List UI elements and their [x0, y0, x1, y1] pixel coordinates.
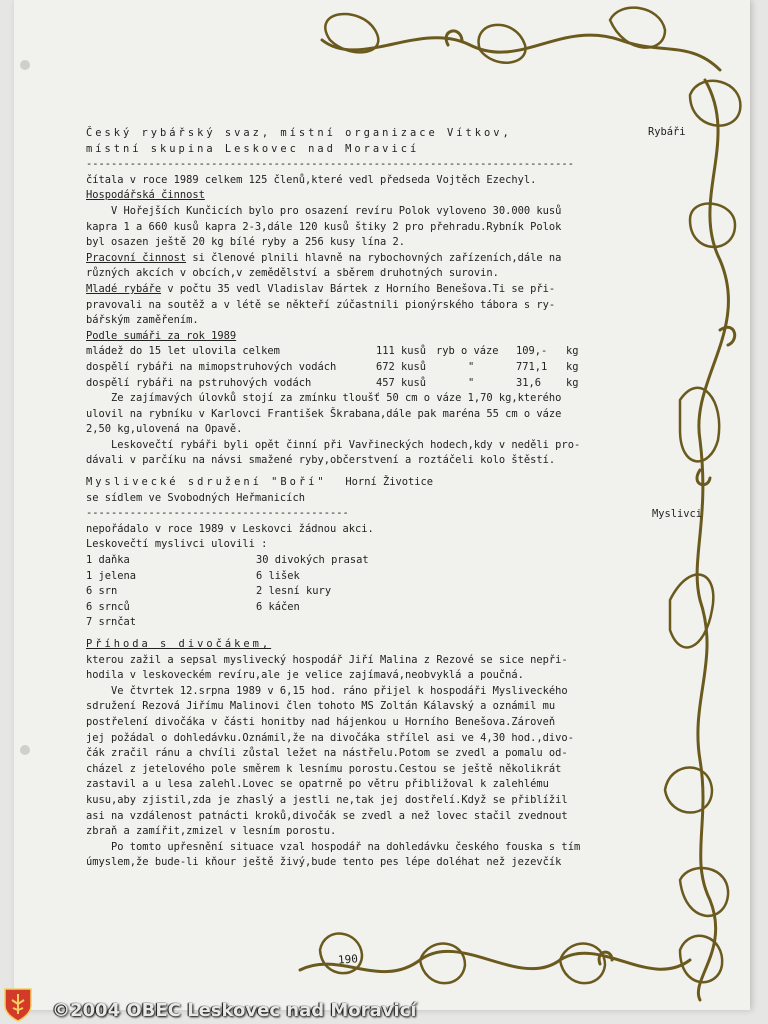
catch-unit: kg [566, 345, 579, 358]
hunters-heading-tail: Horní Životice [326, 476, 434, 489]
story-line: zastavil a u lesa zalehl.Lovec se opatrně po větru přibližoval k zalehlému [86, 778, 549, 791]
story-line: hodila v leskoveckém revíru,ale je velice zajímavá,neobvyklá a poučná. [86, 669, 524, 682]
catch-what: " [468, 376, 475, 389]
catch-weight: 109,- [516, 345, 548, 358]
activity-line: byl osazen ještě 20 kg bílé ryby a 256 kusy lína 2. [86, 236, 406, 249]
village-crest-icon [4, 988, 32, 1022]
story-line: úmyslem,že bude-li kňour ještě živý,bude tento pes lépe doléhat než jezevčík [86, 856, 562, 869]
catch-what: ryb o váze [436, 345, 499, 358]
side-label-hunters: Myslivci [652, 508, 703, 520]
story-line: Ve čtvrtek 12.srpna 1989 v 6,15 hod. ráno přijel k hospodáři Mysliveckého [86, 684, 568, 697]
catch-table-row [86, 376, 626, 392]
activity-line: V Hořejších Kunčicích bylo pro osazení revíru Polok vyloveno 30.000 kusů [86, 204, 562, 217]
catch-table-row [86, 360, 626, 376]
catch-weight: 31,6 [516, 376, 542, 389]
young-line: v počtu 35 vedl Vladislav Bártek z Horního Benešova.Ti se při- [161, 282, 556, 295]
catch-unit: kg [566, 376, 579, 389]
hunters-heading-2: se sídlem ve Svobodných Heřmanicích [86, 491, 305, 504]
game-left: 6 srn [86, 585, 118, 598]
heading-activity: Hospodářská činnost [86, 189, 205, 202]
header-line-1: Český rybářský svaz, místní organizace Vítkov, [86, 127, 512, 139]
catch-line: ulovil na rybníku v Karlovci František Škrabana,dále pak maréna 55 cm o váze [86, 407, 562, 420]
divider: ------------------------------------------------------------------------------ [86, 158, 574, 171]
heading-work: Pracovní činnost [86, 251, 187, 264]
game-left: 7 srnčat [86, 616, 137, 629]
game-right: 30 divokých prasat [256, 554, 369, 567]
story-line: čák zračil ránu a chvíli zůstal ležet na nástřelu.Potom se zvedl a pomalu od- [86, 747, 568, 760]
game-table-row [86, 569, 626, 585]
catch-who: mládež do 15 let ulovila celkem [86, 345, 280, 358]
copyright-text: ©2004 OBEC Leskovec nad Moravicí [52, 1000, 417, 1021]
story-line: jej požádal o dohledávku.Oznámil,že na divočáka střílel asi ve 4,30 hod.,divo- [86, 731, 574, 744]
heading-summary: Podle sumáři za rok 1989 [86, 329, 237, 342]
game-table-row [86, 584, 626, 600]
game-left: 1 daňka [86, 554, 130, 567]
document-text [86, 126, 626, 871]
game-table-row [86, 615, 626, 631]
catch-line: Ze zajímavých úlovků stojí za zmínku tloušť 50 cm o váze 1,70 kg,kterého [86, 392, 562, 405]
story-line: Po tomto upřesnění situace vzal hospodář na dohledávku českého fouska s tím [86, 840, 581, 853]
work-line: různých akcích v obcích,v zemědělství a sběrem druhotných surovin. [86, 267, 499, 280]
heading-young: Mladé rybáře [86, 282, 162, 295]
page-number: 190 [337, 952, 359, 967]
work-line: si členové plnili hlavně na rybochovných zařízeních,dále na [186, 251, 562, 264]
young-line: pravovali na soutěž a v létě se někteří zúčastnili pionýrského tábora s ry- [86, 298, 556, 311]
game-right: 6 káčen [256, 600, 300, 613]
catch-weight: 771,1 [516, 360, 548, 373]
story-line: sdružení Rezová Jiřímu Malinovi člen tohoto MS Zoltán Kálavský a oznámil mu [86, 700, 556, 713]
fest-line: dávali v parčíku na návsi smažené ryby,občerstvení a roztáčeli kolo štěstí. [86, 454, 556, 467]
story-line: zbraň a zamířit,zmizel v lesním porostu. [86, 825, 337, 838]
catch-count: 672 kusů [376, 360, 427, 373]
story-line: kusu,aby zjistil,zda je zhaslý a jestli ne,tak jej dostřelí.Když se přiblížil [86, 793, 568, 806]
young-line: bářským zaměřením. [86, 314, 199, 327]
catch-table-row [86, 344, 626, 360]
game-right: 6 lišek [256, 569, 300, 582]
side-label-fishers: Rybáři [648, 126, 686, 138]
divider: ------------------------------------------ [86, 507, 349, 520]
game-left: 1 jelena [86, 569, 137, 582]
story-heading: Příhoda s divočákem, [86, 638, 272, 650]
catch-count: 111 kusů [376, 345, 427, 358]
fishers-intro: čítala v roce 1989 celkem 125 členů,které vedl předseda Vojtěch Ezechyl. [86, 173, 537, 186]
story-line: asi na vzdálenost patnácti kroků,divočák se zvedl a než lovec stačil zvednout [86, 809, 568, 822]
fest-line: Leskovečtí rybáři byli opět činní při Vavřineckých hodech,kdy v neděli pro- [86, 438, 581, 451]
hunters-line: Leskovečtí myslivci ulovili : [86, 538, 268, 551]
hunters-heading: Myslivecké sdružení "Boří" [86, 476, 327, 489]
hunters-line: nepořádalo v roce 1989 v Leskovci žádnou akci. [86, 522, 374, 535]
catch-line: 2,50 kg,ulovená na Opavě. [86, 423, 243, 436]
catch-what: " [468, 360, 475, 373]
game-table-row [86, 553, 626, 569]
story-line: kterou zažil a sepsal myslivecký hospodář Jiří Malina z Rezové se sice nepři- [86, 653, 568, 666]
story-line: cházel z jetelového pole směrem k lesnímu porostu.Cestou se ještě několikrát [86, 762, 562, 775]
catch-who: dospělí rybáři na pstruhových vodách [86, 376, 312, 389]
story-line: postřelení divočáka v části honitby nad hájenkou u Horního Benešova.Zároveň [86, 715, 556, 728]
game-right [256, 615, 456, 631]
catch-who: dospělí rybáři na mimopstruhových vodách [86, 360, 337, 373]
catch-count: 457 kusů [376, 376, 427, 389]
game-left: 6 srnců [86, 600, 130, 613]
catch-unit: kg [566, 360, 579, 373]
activity-line: kapra 1 a 660 kusů kapra 2-3,dále 120 kusů štiky 2 pro přehradu.Rybník Polok [86, 220, 562, 233]
footer-bar [0, 998, 768, 1024]
header-line-2: místní skupina Leskovec nad Moravicí [86, 142, 420, 155]
game-table-row [86, 600, 626, 616]
game-right: 2 lesní kury [256, 585, 332, 598]
